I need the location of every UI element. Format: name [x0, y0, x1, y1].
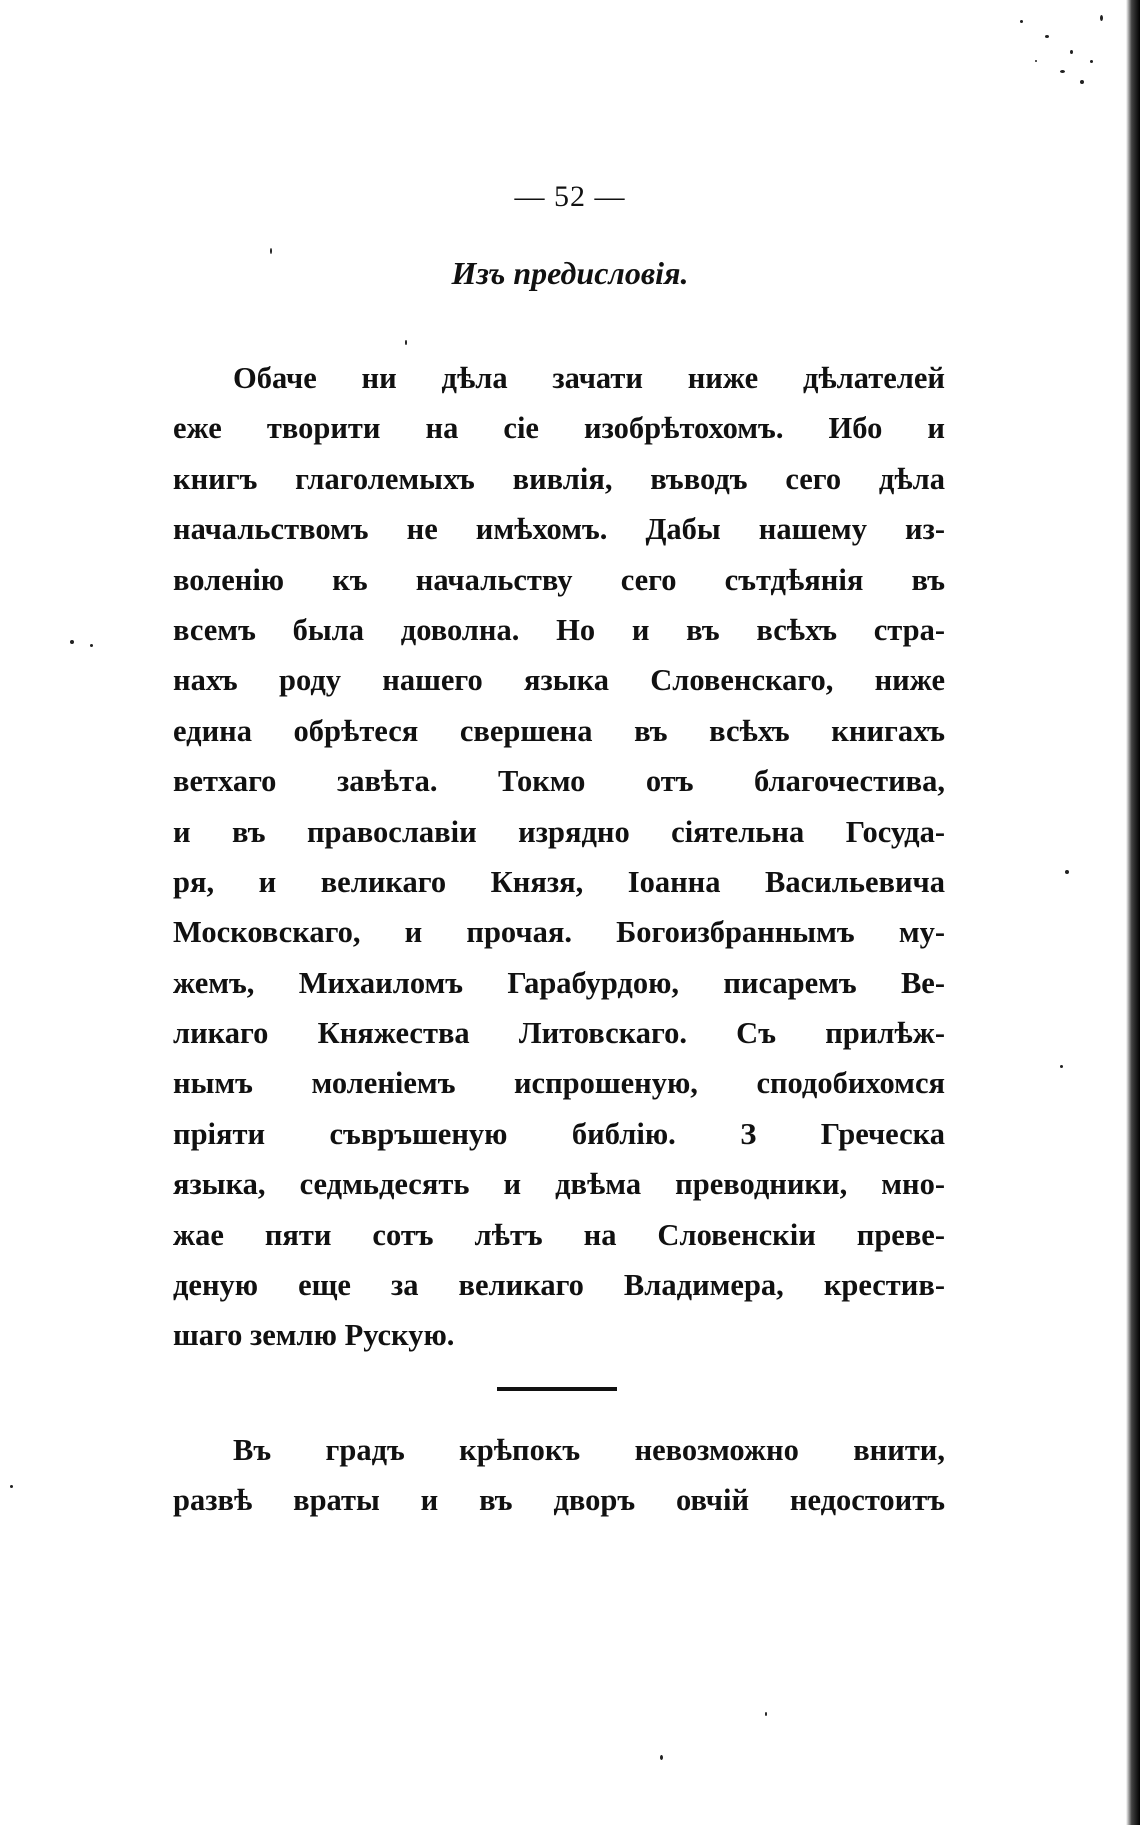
text-line: Обаче ни дѣла зачати ниже дѣлателей [233, 361, 945, 395]
text-line: нымъ моленіемъ испрошеную, сподобихомся [173, 1066, 945, 1101]
text-line: развѣ враты и въ дворъ овчій недостоитъ [173, 1483, 945, 1518]
text-line: ветхаго завѣта. Токмо отъ благочестива, [173, 764, 945, 799]
text-line: начальствомъ не имѣхомъ. Дабы нашему из- [173, 512, 945, 547]
corner-ink-specks [1000, 0, 1130, 100]
text-line: воленію къ начальству сего сътдѣянія въ [173, 562, 945, 597]
text-line: и въ православіи изрядно сіятельна Госуда- [173, 814, 945, 849]
text-line: шаго землю Рускую. [173, 1318, 455, 1353]
section-divider [497, 1387, 617, 1391]
text-line: языка, седмьдесять и двѣма преводники, мно- [173, 1167, 945, 1202]
text-line: Въ градъ крѣпокъ невозможно внити, [233, 1433, 945, 1467]
page-number: — 52 — [514, 180, 626, 213]
section-heading: Изъ предисловія. [451, 255, 689, 291]
text-line: Московскаго, и прочая. Богоизбраннымъ му- [173, 915, 945, 950]
text-line: жемъ, Михаиломъ Гарабурдою, писаремъ Ве- [173, 965, 945, 1000]
text-line: жае пяти сотъ лѣтъ на Словенскіи преве- [173, 1217, 945, 1252]
text-line: ликаго Княжества Литовскаго. Съ прилѣж- [173, 1016, 945, 1051]
text-line: ря, и великаго Князя, Іоанна Васильевича [173, 864, 945, 899]
text-line: еже творити на сіе изобрѣтохомъ. Ибо и [173, 411, 945, 446]
paragraph-second [173, 1425, 945, 1526]
text-line: деную еще за великаго Владимера, крестив- [173, 1268, 945, 1303]
text-line: едина обрѣтеся свершена въ всѣхъ книгахъ [173, 713, 945, 748]
text-line: нахъ роду нашего языка Словенскаго, ниже [173, 663, 945, 698]
paragraph-preface [173, 353, 945, 1361]
text-line: всемъ была доволна. Но и въ всѣхъ стра- [173, 612, 945, 647]
text-line: книгъ глаголемыхъ вивлія, въводъ сего дѣла [173, 461, 945, 496]
text-line: пріяти съвръшеную библію. З Греческа [173, 1116, 945, 1151]
